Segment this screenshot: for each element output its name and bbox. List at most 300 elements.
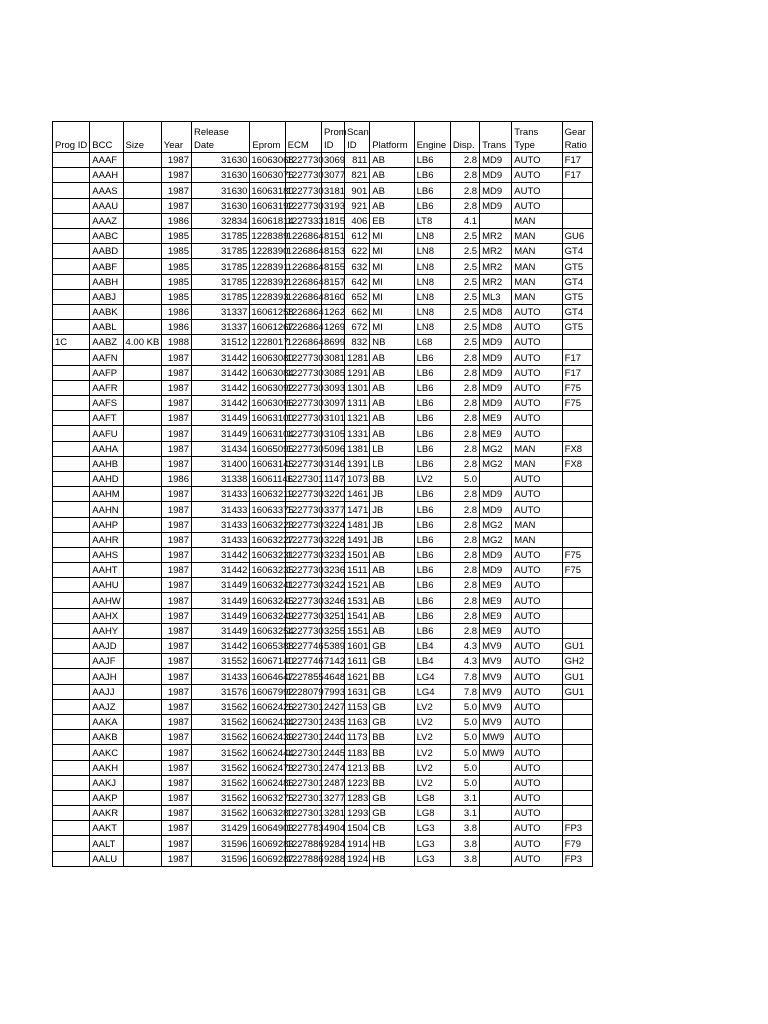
cell-trans: MV9 (480, 714, 512, 729)
cell-year: 1987 (161, 365, 191, 380)
cell-bcc: AABK (90, 304, 123, 319)
cell-prom-id: 3069 (321, 153, 344, 168)
cell-prog-id (53, 563, 90, 578)
cell-trans: MD9 (480, 335, 512, 350)
cell-engine: LG8 (414, 806, 450, 821)
cell-disp: 2.5 (450, 335, 479, 350)
cell-platform: JB (370, 487, 414, 502)
cell-release-date: 31433 (192, 669, 250, 684)
cell-engine: LN8 (414, 259, 450, 274)
cell-gear-ratio: F75 (562, 380, 592, 395)
cell-year: 1987 (161, 153, 191, 168)
cell-disp: 2.5 (450, 304, 479, 319)
cell-prom-id: 8153 (321, 244, 344, 259)
cell-bcc: AAAU (90, 198, 123, 213)
cell-bcc: AAJZ (90, 699, 123, 714)
cell-bcc: AAHM (90, 487, 123, 502)
cell-size (123, 153, 161, 168)
cell-prom-id: 5096 (321, 441, 344, 456)
cell-size (123, 228, 161, 243)
cell-size (123, 259, 161, 274)
cell-scan-id: 1291 (345, 365, 370, 380)
table-row (53, 213, 593, 228)
cell-release-date: 31449 (192, 426, 250, 441)
cell-gear-ratio (562, 806, 592, 821)
cell-scan-id: 921 (345, 198, 370, 213)
cell-disp: 5.0 (450, 730, 479, 745)
cell-release-date: 31442 (192, 350, 250, 365)
cell-bcc: AABD (90, 244, 123, 259)
cell-ecm: 1226864 (285, 289, 321, 304)
cell-platform: AB (370, 593, 414, 608)
cell-trans (480, 851, 512, 866)
cell-prom-id: 1262 (321, 304, 344, 319)
column-header-year: Year (161, 122, 191, 153)
cell-disp: 3.1 (450, 806, 479, 821)
cell-prom-id: 3085 (321, 365, 344, 380)
cell-prom-id: 3251 (321, 608, 344, 623)
cell-prog-id (53, 380, 90, 395)
cell-bcc: AAFR (90, 380, 123, 395)
cell-prog-id (53, 851, 90, 866)
cell-gear-ratio (562, 426, 592, 441)
cell-gear-ratio (562, 502, 592, 517)
cell-release-date: 31562 (192, 714, 250, 729)
cell-ecm: 1227301 (285, 745, 321, 760)
cell-disp: 5.0 (450, 699, 479, 714)
cell-trans: MG2 (480, 532, 512, 547)
cell-engine: L68 (414, 335, 450, 350)
cell-trans: MD9 (480, 487, 512, 502)
cell-prog-id: 1C (53, 335, 90, 350)
table-row (53, 563, 593, 578)
cell-engine: LB6 (414, 411, 450, 426)
cell-platform: JB (370, 502, 414, 517)
cell-prom-id: 3242 (321, 578, 344, 593)
cell-gear-ratio: GT4 (562, 304, 592, 319)
cell-bcc: AAAS (90, 183, 123, 198)
cell-release-date: 31512 (192, 335, 250, 350)
table-row (53, 259, 593, 274)
cell-engine: LB6 (414, 487, 450, 502)
cell-trans: MD9 (480, 547, 512, 562)
cell-scan-id: 811 (345, 153, 370, 168)
cell-year: 1987 (161, 699, 191, 714)
cell-gear-ratio: GT5 (562, 259, 592, 274)
cell-prom-id: 8160 (321, 289, 344, 304)
cell-trans-type: AUTO (512, 320, 562, 335)
cell-engine: LV2 (414, 699, 450, 714)
cell-trans-type: AUTO (512, 426, 562, 441)
cell-prog-id (53, 806, 90, 821)
cell-bcc: AAKA (90, 714, 123, 729)
cell-bcc: AAHT (90, 563, 123, 578)
cell-bcc: AAHW (90, 593, 123, 608)
cell-scan-id: 1183 (345, 745, 370, 760)
cell-gear-ratio: F75 (562, 547, 592, 562)
cell-size (123, 487, 161, 502)
cell-platform: GB (370, 714, 414, 729)
cell-eprom: 16067140 (250, 654, 285, 669)
table-row (53, 456, 593, 471)
cell-engine: LN8 (414, 320, 450, 335)
cell-prog-id (53, 593, 90, 608)
cell-trans-type: AUTO (512, 198, 562, 213)
cell-eprom: 1228391 (250, 259, 285, 274)
cell-release-date: 31449 (192, 608, 250, 623)
cell-trans-type: AUTO (512, 760, 562, 775)
cell-trans: ME9 (480, 411, 512, 426)
cell-engine: LB6 (414, 502, 450, 517)
cell-size (123, 851, 161, 866)
cell-trans-type: AUTO (512, 487, 562, 502)
cell-scan-id: 622 (345, 244, 370, 259)
cell-trans: MR2 (480, 259, 512, 274)
cell-size (123, 289, 161, 304)
cell-release-date: 31433 (192, 532, 250, 547)
cell-bcc: AAHP (90, 517, 123, 532)
cell-size: 4.00 KB (123, 335, 161, 350)
cell-gear-ratio: FX8 (562, 456, 592, 471)
cell-size (123, 760, 161, 775)
cell-eprom: 16063180 (250, 183, 285, 198)
cell-trans-type: MAN (512, 259, 562, 274)
cell-trans: MD8 (480, 304, 512, 319)
cell-trans-type: AUTO (512, 380, 562, 395)
cell-prom-id: 2440 (321, 730, 344, 745)
cell-ecm: 1227730 (285, 547, 321, 562)
cell-platform: MI (370, 320, 414, 335)
cell-trans-type: AUTO (512, 502, 562, 517)
cell-bcc: AAHB (90, 456, 123, 471)
cell-gear-ratio (562, 714, 592, 729)
cell-platform: BB (370, 775, 414, 790)
cell-year: 1988 (161, 335, 191, 350)
cell-prom-id: 3246 (321, 593, 344, 608)
cell-prog-id (53, 578, 90, 593)
cell-eprom: 16064903 (250, 821, 285, 836)
cell-year: 1987 (161, 563, 191, 578)
table-row (53, 745, 593, 760)
cell-platform: MI (370, 259, 414, 274)
cell-release-date: 31562 (192, 775, 250, 790)
cell-prog-id (53, 471, 90, 486)
cell-gear-ratio (562, 198, 592, 213)
cell-trans: MD9 (480, 198, 512, 213)
cell-trans-type: AUTO (512, 563, 562, 578)
cell-gear-ratio (562, 608, 592, 623)
cell-eprom: 16063280 (250, 806, 285, 821)
cell-disp: 2.5 (450, 289, 479, 304)
table-row (53, 790, 593, 805)
cell-trans-type: AUTO (512, 365, 562, 380)
cell-scan-id: 1924 (345, 851, 370, 866)
cell-year: 1985 (161, 289, 191, 304)
cell-prom-id: 7142 (321, 654, 344, 669)
column-header-release-date: Release Date (192, 122, 250, 153)
cell-year: 1987 (161, 396, 191, 411)
cell-eprom: 16063231 (250, 547, 285, 562)
cell-trans: MV9 (480, 669, 512, 684)
cell-release-date: 31785 (192, 259, 250, 274)
cell-ecm: 1227730 (285, 198, 321, 213)
cell-engine: LB6 (414, 593, 450, 608)
cell-prom-id: 2435 (321, 714, 344, 729)
cell-trans: MD9 (480, 365, 512, 380)
cell-engine: LB6 (414, 198, 450, 213)
cell-ecm: 1227301 (285, 730, 321, 745)
cell-size (123, 213, 161, 228)
cell-platform: AB (370, 350, 414, 365)
cell-release-date: 31338 (192, 471, 250, 486)
cell-prog-id (53, 517, 90, 532)
cell-prog-id (53, 153, 90, 168)
cell-ecm: 1226864 (285, 228, 321, 243)
column-header-scan-id: Scan ID (345, 122, 370, 153)
cell-ecm: 1227886 (285, 851, 321, 866)
cell-gear-ratio: F17 (562, 350, 592, 365)
cell-trans-type: AUTO (512, 730, 562, 745)
cell-trans-type: AUTO (512, 669, 562, 684)
cell-year: 1987 (161, 608, 191, 623)
cell-bcc: AAHD (90, 471, 123, 486)
cell-trans: MR2 (480, 274, 512, 289)
cell-year: 1987 (161, 623, 191, 638)
cell-gear-ratio (562, 775, 592, 790)
cell-gear-ratio (562, 578, 592, 593)
cell-eprom: 16063219 (250, 487, 285, 502)
cell-ecm: 1228079 (285, 684, 321, 699)
cell-ecm: 1227730 (285, 183, 321, 198)
cell-gear-ratio (562, 593, 592, 608)
cell-scan-id: 1501 (345, 547, 370, 562)
cell-eprom: 16063084 (250, 365, 285, 380)
cell-prom-id: 3105 (321, 426, 344, 441)
cell-year: 1987 (161, 198, 191, 213)
cell-trans: ME9 (480, 426, 512, 441)
cell-prog-id (53, 304, 90, 319)
cell-eprom: 16063080 (250, 350, 285, 365)
table-row (53, 821, 593, 836)
cell-disp: 2.8 (450, 563, 479, 578)
table-row (53, 623, 593, 638)
cell-prom-id: 4904 (321, 821, 344, 836)
cell-prom-id: 4648 (321, 669, 344, 684)
cell-gear-ratio (562, 213, 592, 228)
cell-disp: 2.8 (450, 183, 479, 198)
cell-bcc: AABZ (90, 335, 123, 350)
cell-size (123, 547, 161, 562)
cell-prog-id (53, 411, 90, 426)
cell-prog-id (53, 289, 90, 304)
cell-release-date: 31433 (192, 487, 250, 502)
cell-engine: LB6 (414, 532, 450, 547)
cell-gear-ratio (562, 532, 592, 547)
cell-platform: GB (370, 790, 414, 805)
cell-ecm: 1227730 (285, 365, 321, 380)
cell-scan-id: 1213 (345, 760, 370, 775)
cell-release-date: 31562 (192, 806, 250, 821)
cell-scan-id: 1914 (345, 836, 370, 851)
cell-ecm: 1227730 (285, 623, 321, 638)
cell-year: 1985 (161, 274, 191, 289)
cell-disp: 2.8 (450, 396, 479, 411)
cell-eprom: 16063227 (250, 532, 285, 547)
cell-size (123, 806, 161, 821)
cell-engine: LB6 (414, 623, 450, 638)
cell-trans-type: AUTO (512, 623, 562, 638)
cell-trans-type: AUTO (512, 335, 562, 350)
cell-trans-type: AUTO (512, 821, 562, 836)
cell-gear-ratio (562, 623, 592, 638)
cell-size (123, 244, 161, 259)
cell-ecm: 1227301 (285, 760, 321, 775)
cell-disp: 2.8 (450, 547, 479, 562)
cell-engine: LG3 (414, 836, 450, 851)
table-row (53, 578, 593, 593)
cell-prog-id (53, 183, 90, 198)
cell-eprom: 16062439 (250, 730, 285, 745)
cell-prom-id: 3193 (321, 198, 344, 213)
cell-trans-type: AUTO (512, 183, 562, 198)
cell-prog-id (53, 699, 90, 714)
cell-eprom: 16061267 (250, 320, 285, 335)
cell-prog-id (53, 714, 90, 729)
cell-year: 1985 (161, 259, 191, 274)
cell-size (123, 426, 161, 441)
cell-scan-id: 1311 (345, 396, 370, 411)
cell-trans-type: MAN (512, 532, 562, 547)
cell-release-date: 31442 (192, 563, 250, 578)
cell-trans: MD9 (480, 350, 512, 365)
cell-prog-id (53, 320, 90, 335)
table-row (53, 426, 593, 441)
cell-release-date: 32834 (192, 213, 250, 228)
cell-platform: AB (370, 578, 414, 593)
cell-size (123, 623, 161, 638)
cell-size (123, 775, 161, 790)
cell-prom-id: 8157 (321, 274, 344, 289)
cell-platform: MI (370, 289, 414, 304)
cell-engine: LB4 (414, 654, 450, 669)
cell-release-date: 31596 (192, 836, 250, 851)
cell-gear-ratio: GU1 (562, 684, 592, 699)
cell-disp: 5.0 (450, 775, 479, 790)
cell-release-date: 31785 (192, 274, 250, 289)
table-row (53, 228, 593, 243)
cell-ecm: 1227301 (285, 471, 321, 486)
cell-engine: LV2 (414, 775, 450, 790)
cell-eprom: 16061146 (250, 471, 285, 486)
column-header-trans: Trans (480, 122, 512, 153)
cell-prog-id (53, 775, 90, 790)
cell-ecm: 1227730 (285, 578, 321, 593)
table-row (53, 775, 593, 790)
cell-scan-id: 612 (345, 228, 370, 243)
cell-engine: LB6 (414, 456, 450, 471)
cell-ecm: 1227783 (285, 821, 321, 836)
cell-engine: LN8 (414, 289, 450, 304)
cell-trans-type: MAN (512, 441, 562, 456)
cell-disp: 2.8 (450, 441, 479, 456)
cell-trans-type: AUTO (512, 806, 562, 821)
cell-scan-id: 1481 (345, 517, 370, 532)
cell-prom-id: 3255 (321, 623, 344, 638)
cell-trans (480, 821, 512, 836)
table-row (53, 806, 593, 821)
table-row (53, 304, 593, 319)
cell-prog-id (53, 790, 90, 805)
cell-ecm: 1227730 (285, 380, 321, 395)
cell-ecm: 1227730 (285, 593, 321, 608)
cell-disp: 5.0 (450, 471, 479, 486)
cell-engine: LV2 (414, 714, 450, 729)
cell-bcc: AABL (90, 320, 123, 335)
cell-engine: LB6 (414, 563, 450, 578)
cell-trans-type: AUTO (512, 471, 562, 486)
cell-trans-type: AUTO (512, 578, 562, 593)
cell-trans: MG2 (480, 517, 512, 532)
cell-size (123, 699, 161, 714)
cell-trans: MG2 (480, 441, 512, 456)
table-row (53, 684, 593, 699)
cell-trans (480, 471, 512, 486)
cell-release-date: 31449 (192, 593, 250, 608)
cell-year: 1987 (161, 821, 191, 836)
cell-bcc: AAFP (90, 365, 123, 380)
cell-year: 1987 (161, 380, 191, 395)
cell-year: 1987 (161, 532, 191, 547)
cell-trans-type: MAN (512, 228, 562, 243)
cell-gear-ratio: F75 (562, 396, 592, 411)
cell-disp: 4.3 (450, 639, 479, 654)
cell-bcc: AAKT (90, 821, 123, 836)
cell-gear-ratio: F17 (562, 153, 592, 168)
cell-bcc: AAKR (90, 806, 123, 821)
cell-eprom: 1228393 (250, 289, 285, 304)
cell-prog-id (53, 259, 90, 274)
cell-year: 1987 (161, 684, 191, 699)
cell-trans (480, 213, 512, 228)
cell-year: 1987 (161, 806, 191, 821)
cell-release-date: 31429 (192, 821, 250, 836)
cell-year: 1987 (161, 836, 191, 851)
cell-year: 1987 (161, 441, 191, 456)
cell-disp: 3.8 (450, 821, 479, 836)
header-row (53, 122, 593, 153)
cell-prog-id (53, 836, 90, 851)
cell-engine: LB6 (414, 547, 450, 562)
table-row (53, 532, 593, 547)
cell-prom-id: 3093 (321, 380, 344, 395)
cell-scan-id: 1551 (345, 623, 370, 638)
cell-year: 1986 (161, 471, 191, 486)
cell-size (123, 821, 161, 836)
cell-eprom: 16062434 (250, 714, 285, 729)
cell-size (123, 456, 161, 471)
cell-engine: LB6 (414, 153, 450, 168)
cell-gear-ratio (562, 517, 592, 532)
cell-year: 1986 (161, 304, 191, 319)
cell-disp: 2.8 (450, 198, 479, 213)
cell-platform: HB (370, 836, 414, 851)
cell-bcc: AAKC (90, 745, 123, 760)
column-header-size: Size (123, 122, 161, 153)
cell-trans (480, 790, 512, 805)
cell-eprom: 16063241 (250, 578, 285, 593)
cell-release-date: 31337 (192, 320, 250, 335)
cell-bcc: AAAF (90, 153, 123, 168)
